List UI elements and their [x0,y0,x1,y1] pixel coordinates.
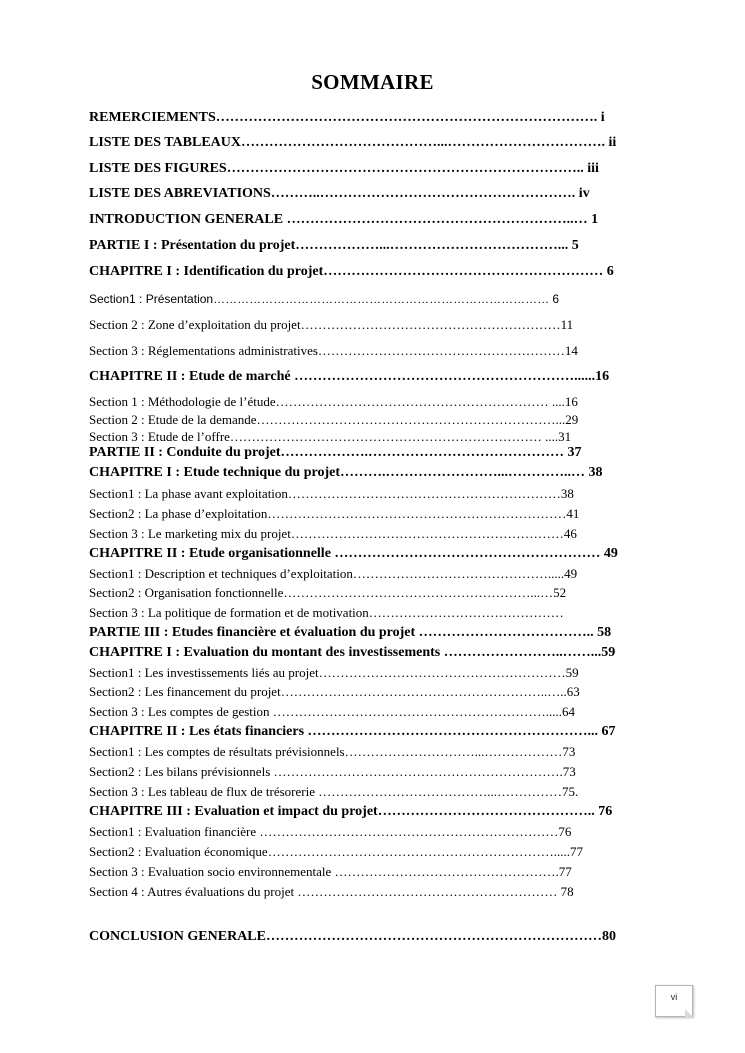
toc-entry: Section1 : Les investissements liés au projet…………………………………………………59 [89,665,579,680]
toc-entry: Section2 : Les bilans prévisionnels ………………………………………………………….73 [89,764,576,779]
page-number: vi [670,992,678,1002]
toc-entry: LISTE DES FIGURES………………………………………………………………….. iii [89,161,599,176]
toc-entry: CHAPITRE II : Etude organisationnelle ………………………………………………… 49 [89,546,618,561]
toc-entry: CONCLUSION GENERALE………………………………………………………………80 [89,929,616,944]
toc-entry: Section2 : Les financement du projet……………………………………………………..…..63 [89,684,580,699]
toc-entry: Section1 : La phase avant exploitation………………………………………………………38 [89,486,574,501]
toc-entry: CHAPITRE I : Etude technique du projet……….……………………...…………..… 38 [89,465,603,480]
toc-entry: Section2 : La phase d’exploitation……………………………………………………………41 [89,506,580,521]
toc-entry: Section 4 : Autres évaluations du projet …………………………………………………… 78 [89,884,574,899]
toc-entry: REMERCIEMENTS………………………………………………………………………. i [89,110,605,125]
toc-entry: Section 2 : Zone d’exploitation du projet……………………………………………………11 [89,317,574,332]
toc-entry: PARTIE III : Etudes financière et évaluation du projet ……………………………….. 58 [89,625,612,640]
toc-entry: LISTE DES ABREVIATIONS………..………………………………………………. iv [89,186,590,201]
toc-entry: CHAPITRE II : Les états financiers ……………………………………………………... 67 [89,724,616,739]
toc-entry: Section 3 : Le marketing mix du projet………………………………………………………46 [89,526,577,541]
toc-entry: Section1 : Présentation………………………………………………………………………… 6 [89,292,560,306]
toc-entry: Section2 : Organisation fonctionnelle…………………………………………………...…52 [89,585,567,600]
toc-entry: Section 1 : Méthodologie de l’étude……………………………………………………… ....16 [89,394,578,409]
toc-entry: Section1 : Evaluation financière ……………………………………………………………76 [89,824,572,839]
toc-entry: Section 3 : Les tableau de flux de trésorerie …………………………………...……………75. [89,784,579,799]
toc-entry: PARTIE I : Présentation du projet………………...………………………………... 5 [89,238,579,253]
toc-entry: Section2 : Evaluation économique………………………………………………………….....77 [89,844,583,859]
toc-entry: Section 3 : Etude de l’offre……………………………………………………………… ....31 [89,429,572,444]
toc-entry: CHAPITRE III : Evaluation et impact du projet……………………………………….. 76 [89,804,613,819]
toc-entry: LISTE DES TABLEAUX……………………………………...……………………………. ii [89,135,617,150]
toc-entry: CHAPITRE I : Evaluation du montant des investissements ……………………..……...59 [89,645,616,660]
toc-entry: Section1 : Description et techniques d’exploitation……………………………………….....49 [89,566,578,581]
toc-entry: INTRODUCTION GENERALE ……………………………………………………..… 1 [89,212,599,227]
toc-entry: Section 3 : Les comptes de gestion ……………………………………………………….....64 [89,704,576,719]
toc-entry: CHAPITRE I : Identification du projet…………………………………………………… 6 [89,264,614,279]
toc-entry: Section 3 : La politique de formation et de motivation……………………………………… [89,605,564,620]
page-title: SOMMAIRE [311,70,434,94]
toc-entry: Section 3 : Evaluation socio environnementale …………………………………………….77 [89,864,572,879]
toc-entry: Section 3 : Réglementations administratives…………………………………………………14 [89,343,578,358]
page-number-box [655,985,693,1017]
toc-entry: CHAPITRE II : Etude de marché ……………………………………………………......16 [89,369,610,384]
toc-entry: Section 2 : Etude de la demande……………………………………………………………...29 [89,412,579,427]
toc-entry: PARTIE II : Conduite du projet……………….…………………………………… 37 [89,445,582,460]
toc-entry: Section1 : Les comptes de résultats prévisionnels…………………………...………………73 [89,744,576,759]
